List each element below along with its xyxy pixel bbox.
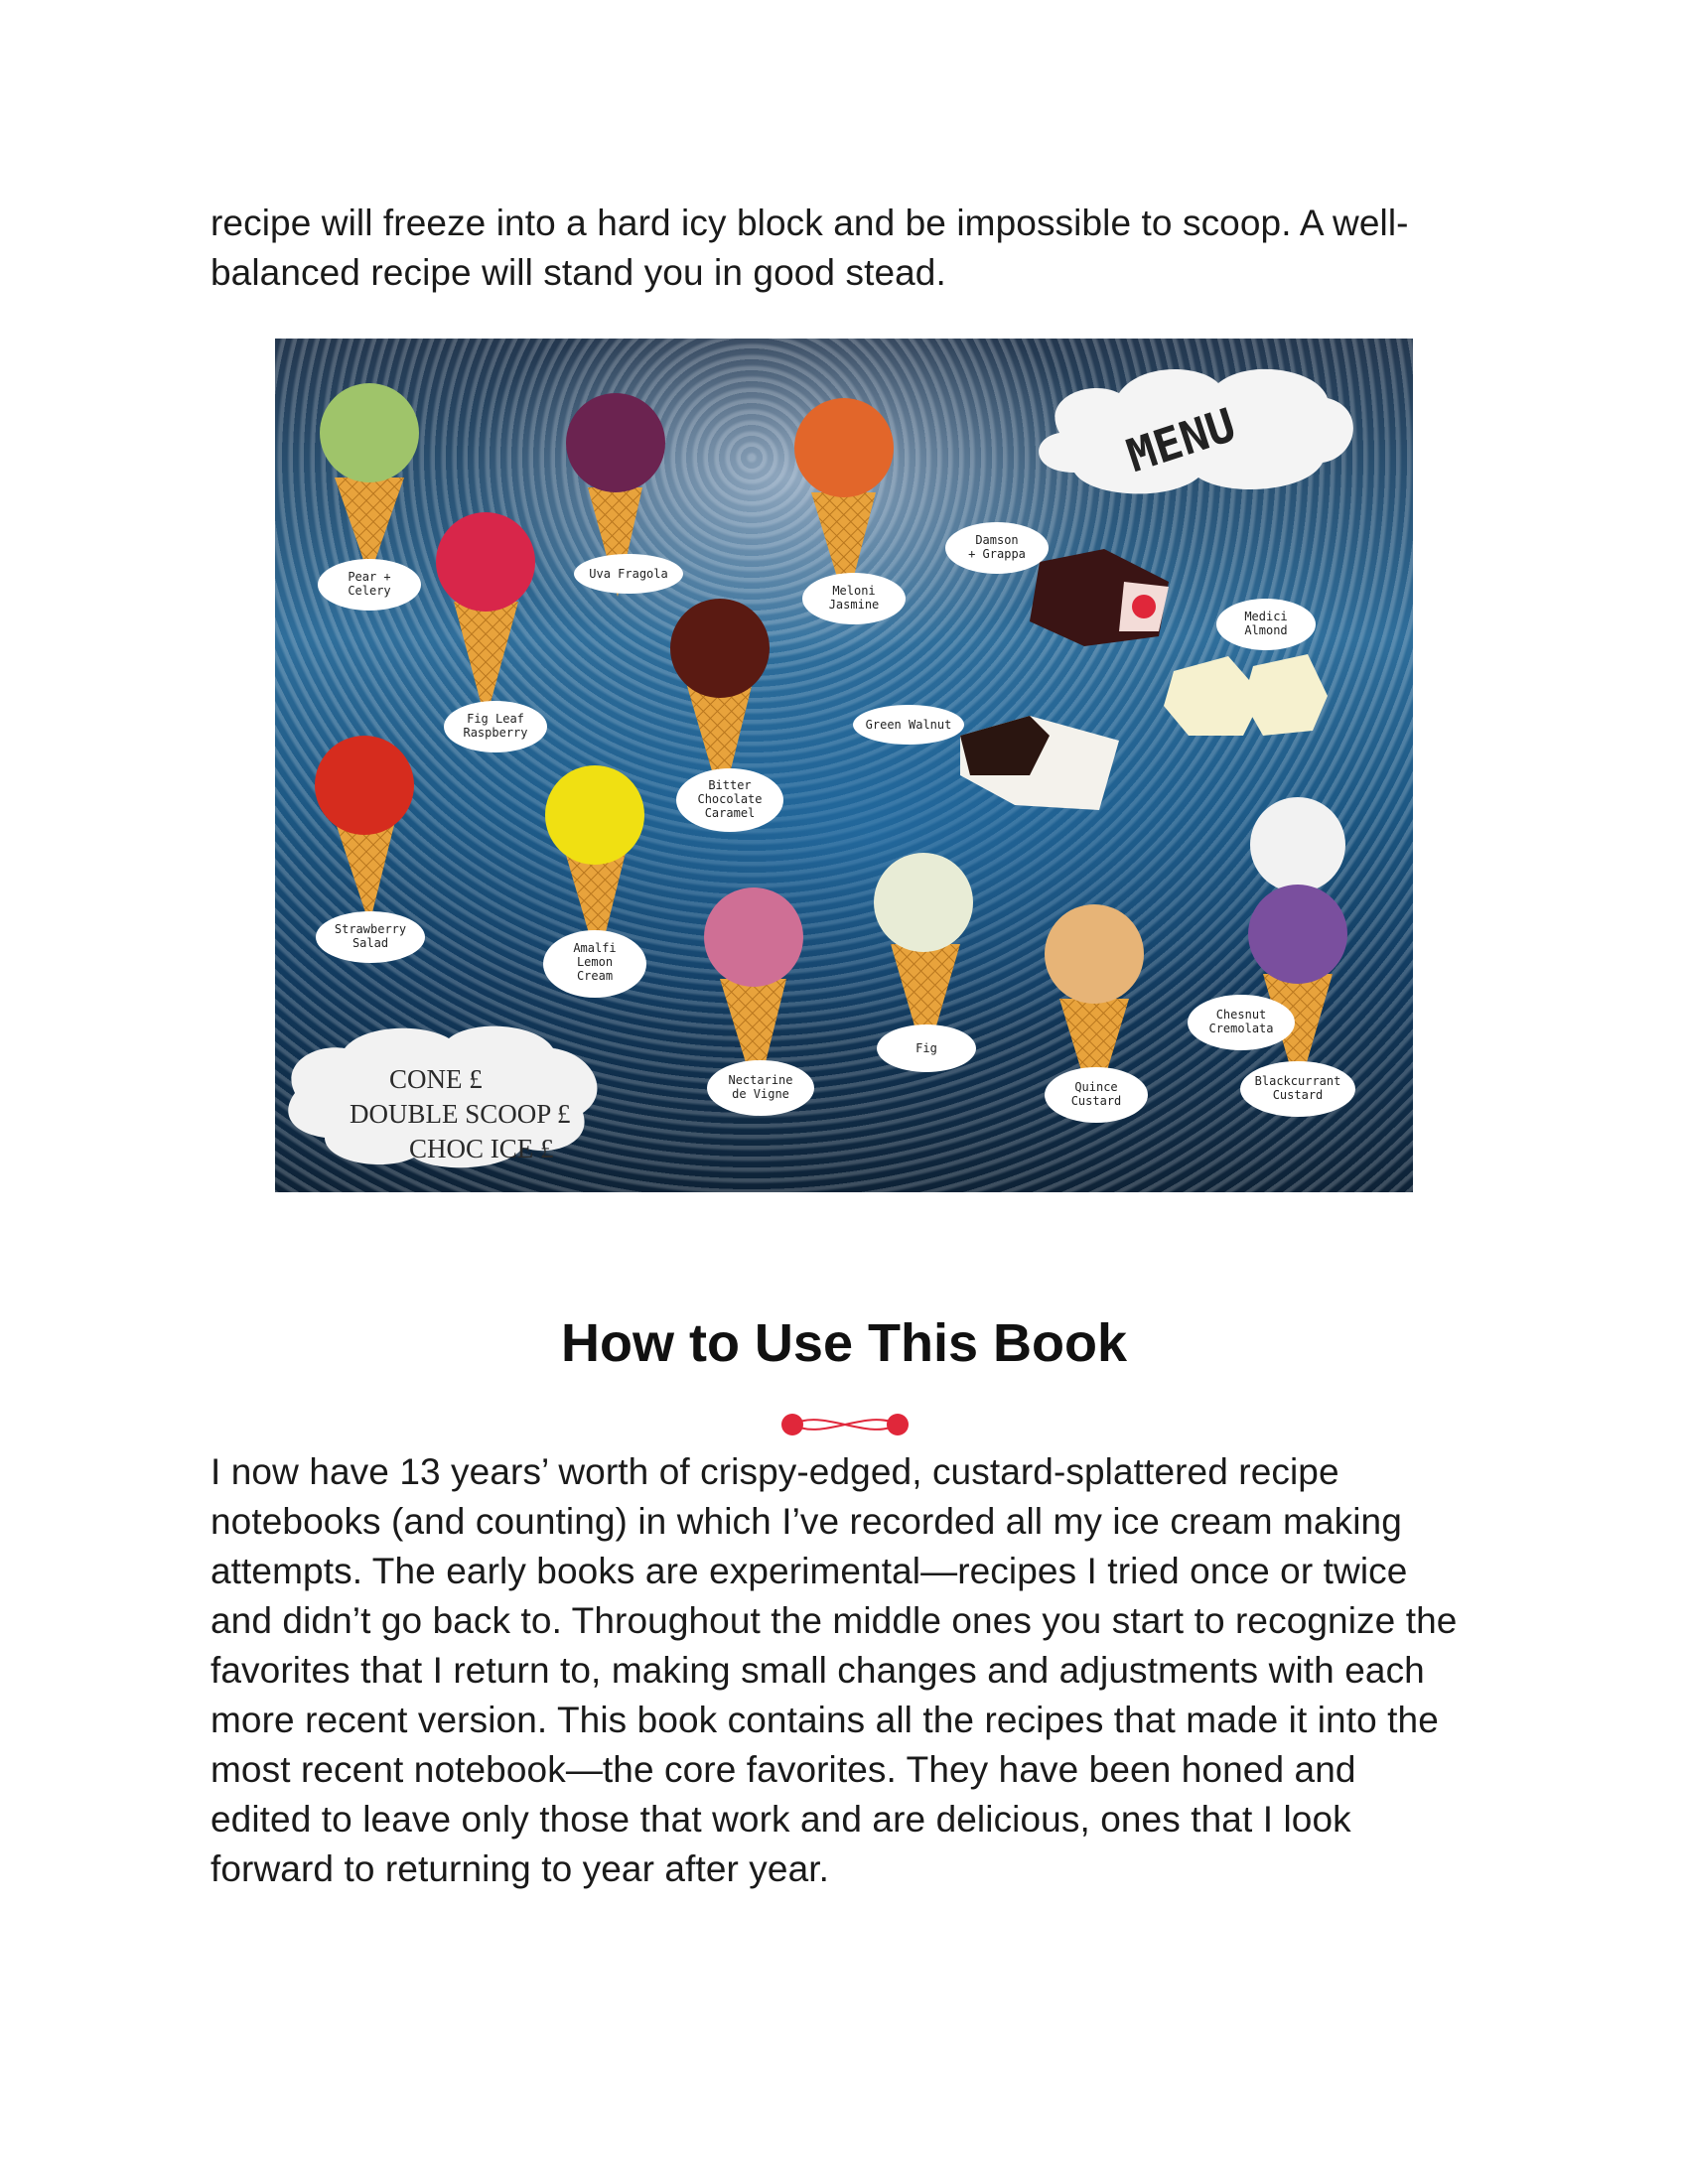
tag-bitter-chocolate-caramel — [676, 768, 783, 832]
section-title: How to Use This Book — [560, 1313, 1128, 1373]
price-line-choc-ice: CHOC ICE £ — [409, 1134, 554, 1163]
menu-cloud — [1039, 369, 1353, 494]
svg-text:Fig: Fig — [915, 1041, 937, 1055]
scoop-chesnut — [1250, 797, 1345, 892]
scoop-blackcurrant — [1248, 885, 1347, 984]
svg-text:Chocolate: Chocolate — [697, 792, 763, 806]
svg-text:Raspberry: Raspberry — [463, 726, 528, 740]
svg-text:Meloni: Meloni — [832, 584, 876, 598]
tag-amalfi-lemon-cream — [543, 930, 646, 998]
scoop-strawberry-salad — [315, 736, 414, 835]
tag-medici-almond — [1216, 599, 1316, 650]
choc-ice-green-walnut — [960, 716, 1119, 810]
choc-ice-damson — [1030, 549, 1169, 646]
scoop-fig — [874, 853, 973, 952]
svg-text:Damson: Damson — [975, 533, 1019, 547]
svg-text:Nectarine: Nectarine — [728, 1073, 793, 1087]
price-line-cone: CONE £ — [389, 1064, 483, 1094]
svg-text:Fig Leaf: Fig Leaf — [467, 712, 524, 726]
ornament-divider — [778, 1408, 912, 1441]
tag-quince-custard — [1045, 1067, 1148, 1123]
svg-text:Chesnut: Chesnut — [1215, 1008, 1267, 1022]
svg-text:Almond: Almond — [1244, 623, 1288, 637]
svg-text:Strawberry: Strawberry — [334, 922, 407, 936]
svg-text:Amalfi: Amalfi — [573, 941, 617, 955]
ice-cream-menu-image — [275, 339, 1413, 1192]
tag-strawberry-salad — [316, 911, 425, 963]
svg-text:Green Walnut: Green Walnut — [865, 718, 952, 732]
scoop-uva-fragola — [566, 393, 665, 492]
tag-damson-grappa — [945, 522, 1049, 574]
svg-text:Blackcurrant: Blackcurrant — [1254, 1074, 1341, 1088]
svg-text:Uva Fragola: Uva Fragola — [589, 567, 668, 581]
svg-text:Salad: Salad — [352, 936, 389, 950]
tag-nectarine-de-vigne — [707, 1060, 814, 1116]
tag-fig — [877, 1024, 976, 1072]
scoop-amalfi-lemon — [545, 765, 644, 865]
tag-green-walnut — [853, 705, 964, 745]
tag-chesnut-cremolata — [1188, 995, 1295, 1050]
svg-text:Medici: Medici — [1244, 610, 1288, 623]
scoop-bitter-chocolate — [670, 599, 770, 698]
svg-text:Bitter: Bitter — [708, 778, 752, 792]
tag-uva-fragola — [574, 554, 683, 594]
svg-text:Custard: Custard — [1070, 1094, 1122, 1108]
price-cloud — [288, 1026, 597, 1168]
svg-text:Celery: Celery — [348, 584, 391, 598]
choc-ice-medici — [1164, 654, 1328, 736]
svg-text:de Vigne: de Vigne — [732, 1087, 789, 1101]
menu-label: MENU — [1120, 397, 1242, 483]
svg-text:Caramel: Caramel — [704, 806, 756, 820]
svg-text:Custard: Custard — [1272, 1088, 1324, 1102]
intro-paragraph: recipe will freeze into a hard icy block and be impossible to scoop. A well-balanced recipe will stand you in good stead. — [211, 203, 1409, 293]
scoop-pear-celery — [320, 383, 419, 482]
svg-text:Jasmine: Jasmine — [828, 598, 880, 612]
scoop-fig-leaf-raspberry — [436, 512, 535, 612]
svg-text:Lemon: Lemon — [576, 955, 614, 969]
body-paragraph: I now have 13 years’ worth of crispy-edged, custard-splattered recipe notebooks (and counting) in which I’ve recorded all my ice cream making attempts. The early books are experimental—recipes I tried once or twice and didn’t go back to. Throughout the middle ones you start to recognize the favorites that I return to, making small changes and adjustments with each more recent version. This book contains all the recipes that made it into the most recent notebook—the core favorites. They have been honed and edited to leave only those that work and are delicious, ones that I look forward to returning to year after year. — [211, 1451, 1458, 1889]
svg-text:Cremolata: Cremolata — [1208, 1022, 1274, 1035]
scoop-quince — [1045, 904, 1144, 1004]
svg-text:Pear +: Pear + — [348, 570, 391, 584]
svg-text:+ Grappa: + Grappa — [968, 547, 1026, 561]
tag-meloni-jasmine — [802, 573, 906, 624]
scoop-nectarine — [704, 887, 803, 987]
ice-cream-menu-illustration — [275, 339, 1413, 1192]
price-line-double-scoop: DOUBLE SCOOP £ — [350, 1099, 571, 1129]
tag-fig-leaf-raspberry — [444, 701, 547, 752]
svg-text:Cream: Cream — [576, 969, 614, 983]
tag-pear-celery — [318, 559, 421, 611]
tag-blackcurrant-custard — [1240, 1061, 1355, 1117]
scoop-meloni-jasmine — [794, 398, 894, 497]
svg-text:Quince: Quince — [1074, 1080, 1118, 1094]
